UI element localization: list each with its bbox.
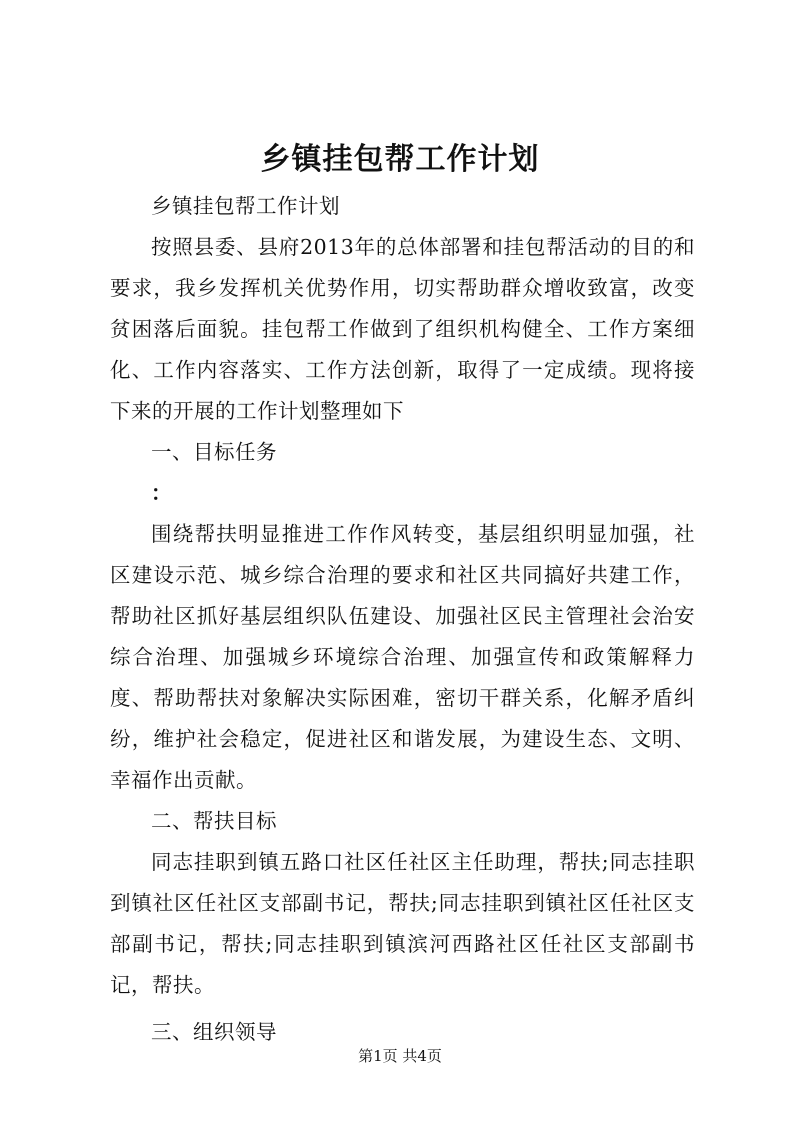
page-number-footer: 第1页 共4页 (358, 1047, 442, 1065)
intro-paragraph: 按照县委、县府2013年的总体部署和挂包帮活动的目的和要求，我乡发挥机关优势作用，切实帮助群众增收致富，改变贫困落后面貌。挂包帮工作做到了组织机构健全、工作方案细化、工作内容落实、工作方法创新，取得了一定成绩。现将接下来的开展的工作计划整理如下 (110, 235, 695, 423)
colon-line: ： (151, 481, 172, 505)
section-heading-goals: 一、目标任务 (151, 440, 277, 464)
goals-paragraph: 围绕帮扶明显推进工作作风转变，基层组织明显加强，社区建设示范、城乡综合治理的要求和社区共同搞好共建工作，帮助社区抓好基层组织队伍建设、加强社区民主管理社会治安综合治理、加强城乡环境综合治理、加强宣传和政策解释力度、帮助帮扶对象解决实际困难，密切干群关系，化解矛盾纠纷，维护社会稳定，促进社区和谐发展，为建设生态、文明、幸福作出贡献。 (110, 522, 695, 792)
page-title: 乡镇挂包帮工作计划 (260, 142, 540, 177)
assistance-paragraph: 同志挂职到镇五路口社区任社区主任助理，帮扶;同志挂职到镇社区任社区支部副书记，帮扶;同志挂职到镇社区任社区支部副书记，帮扶;同志挂职到镇滨河西路社区任社区支部副书记，帮扶。 (110, 850, 695, 997)
subtitle-paragraph: 乡镇挂包帮工作计划 (151, 194, 340, 218)
document-body (110, 186, 695, 1053)
section-heading-assistance: 二、帮扶目标 (151, 809, 277, 833)
section-heading-organization: 三、组织领导 (151, 1020, 277, 1044)
